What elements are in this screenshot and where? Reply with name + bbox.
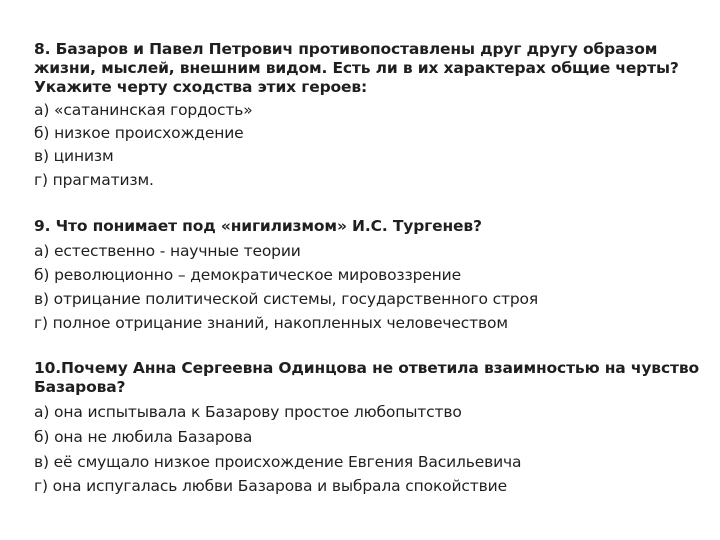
question-9-answer-b: б) революционно – демократическое мировоззрение [34, 266, 461, 284]
question-8-line-1: 8. Базаров и Павел Петрович противопоставлены друг другу образом [34, 40, 658, 58]
question-10-answer-b: б) она не любила Базарова [34, 428, 253, 446]
question-9-answer-d: г) полное отрицание знаний, накопленных человечеством [34, 314, 508, 332]
question-10-line-1: 10.Почему Анна Сергеевна Одинцова не ответила взаимностью на чувство [34, 359, 699, 377]
question-10-line-2: Базарова? [34, 378, 126, 396]
question-8-answer-a: а) «сатанинская гордость» [34, 101, 253, 119]
question-8-answer-d: г) прагматизм. [34, 171, 154, 189]
question-8-line-2: жизни, мыслей, внешним видом. Есть ли в их характерах общие черты? [34, 59, 679, 77]
question-9-answer-a: а) естественно - научные теории [34, 242, 301, 260]
question-8-answer-c: в) цинизм [34, 147, 114, 165]
question-10-answer-c: в) её смущало низкое происхождение Евгения Васильевича [34, 453, 522, 471]
question-10-answer-d: г) она испугалась любви Базарова и выбрала спокойствие [34, 477, 507, 495]
question-8-answer-b: б) низкое происхождение [34, 124, 244, 142]
question-9-line-1: 9. Что понимает под «нигилизмом» И.С. Тургенев? [34, 217, 482, 235]
question-10-answer-a: а) она испытывала к Базарову простое любопытство [34, 403, 462, 421]
question-9-answer-c: в) отрицание политической системы, государственного строя [34, 290, 539, 308]
question-8-line-3: Укажите черту сходства этих героев: [34, 78, 368, 96]
